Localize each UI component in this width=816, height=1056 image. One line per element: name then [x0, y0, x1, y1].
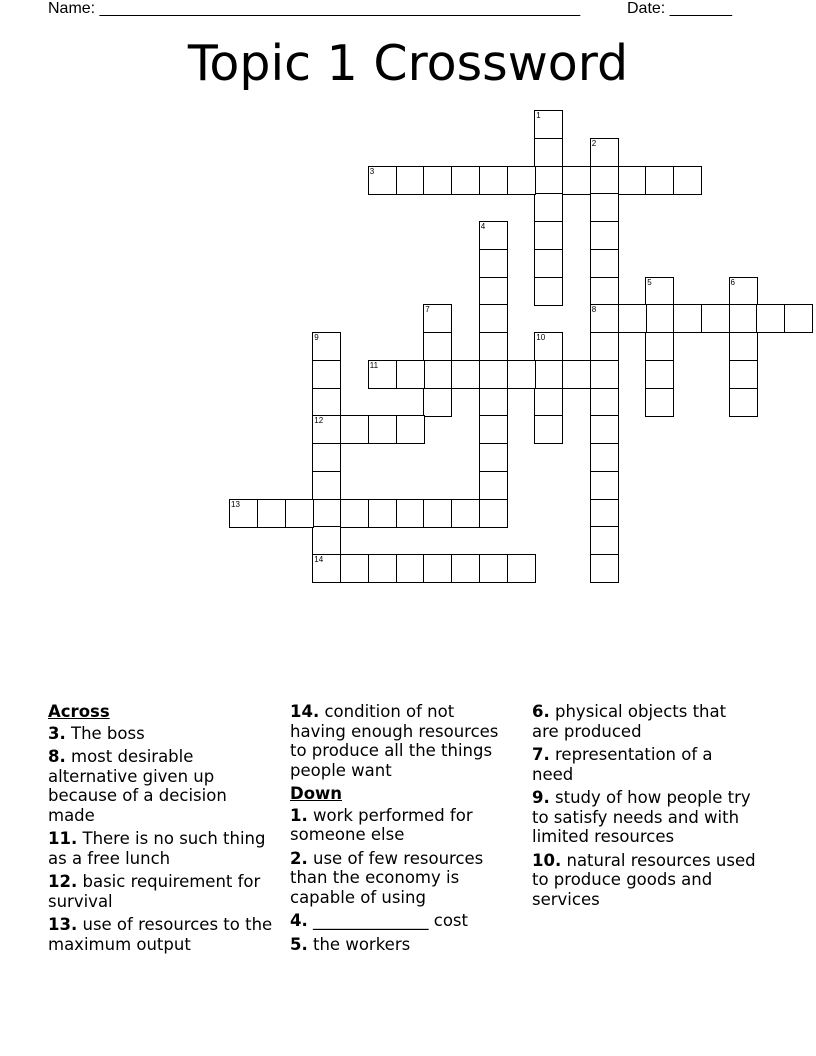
clue-number: 4 — [480, 222, 486, 231]
crossword-cell[interactable] — [729, 277, 758, 306]
crossword-cell[interactable] — [368, 415, 397, 444]
crossword-cell[interactable] — [673, 166, 702, 195]
clue-item-text: use of resources to the maximum output — [48, 915, 273, 954]
crossword-cell[interactable] — [534, 249, 563, 278]
crossword-cell[interactable] — [312, 471, 341, 500]
crossword-cell[interactable] — [396, 415, 425, 444]
crossword-cell[interactable] — [618, 166, 647, 195]
crossword-cell[interactable] — [423, 332, 452, 361]
crossword-cell[interactable] — [590, 277, 619, 306]
crossword-cell[interactable] — [479, 304, 508, 333]
clue-item-text: work performed for someone else — [290, 805, 473, 844]
crossword-cell[interactable] — [312, 388, 341, 417]
crossword-cell[interactable] — [534, 415, 563, 444]
clue-item-text: The boss — [71, 723, 145, 743]
crossword-cell[interactable] — [507, 554, 536, 583]
clue-number: 6 — [730, 277, 735, 287]
crossword-cell[interactable] — [534, 110, 563, 139]
crossword-cell[interactable] — [673, 304, 702, 333]
crossword-cell[interactable] — [479, 471, 508, 500]
crossword-cell[interactable] — [368, 499, 397, 528]
clue-item-text: study of how people try to satisfy needs and with limited resources — [532, 788, 751, 846]
crossword-cell[interactable] — [479, 360, 508, 389]
clue-item-number: 8. — [48, 747, 66, 766]
crossword-cell[interactable] — [590, 304, 619, 333]
crossword-cell[interactable] — [423, 304, 452, 333]
clue-number: 12 — [314, 416, 324, 426]
crossword-cell[interactable] — [590, 526, 619, 555]
crossword-cell[interactable] — [312, 443, 341, 472]
crossword-cell[interactable] — [479, 415, 508, 444]
crossword-cell[interactable] — [590, 471, 619, 500]
crossword-cell[interactable] — [423, 360, 452, 389]
crossword-cell[interactable] — [312, 499, 341, 528]
crossword-cell[interactable] — [590, 332, 619, 361]
crossword-cell[interactable] — [451, 554, 480, 583]
crossword-cell[interactable] — [645, 166, 674, 195]
clue-item-number: 11. — [48, 829, 78, 848]
clue-item-number: 3. — [48, 723, 66, 743]
crossword-cell[interactable] — [729, 304, 758, 333]
crossword-cell[interactable] — [590, 249, 619, 278]
crossword-cell[interactable] — [451, 499, 480, 528]
crossword-cell[interactable] — [479, 277, 508, 306]
crossword-cell[interactable] — [590, 360, 619, 389]
crossword-cell[interactable] — [423, 499, 452, 528]
crossword-cell[interactable] — [423, 388, 452, 417]
clue-item-text: physical objects that are produced — [532, 702, 727, 741]
crossword-cell[interactable] — [590, 443, 619, 472]
crossword-cell[interactable] — [618, 304, 647, 333]
crossword-cell[interactable] — [229, 499, 258, 528]
crossword-cell[interactable] — [534, 138, 563, 167]
crossword-cell[interactable] — [396, 360, 425, 389]
clue-item — [532, 745, 757, 784]
clue-number: 13 — [231, 499, 240, 509]
clue-number: 2 — [591, 138, 597, 148]
crossword-cell[interactable] — [368, 166, 397, 195]
clue-section-heading: Across — [48, 702, 110, 721]
clue-item-text: There is no such thing as a free lunch — [48, 829, 266, 868]
clue-item-text: the workers — [313, 934, 411, 954]
clue-item-text: natural resources used to produce goods and services — [532, 850, 756, 909]
clue-item — [290, 806, 515, 845]
clue-item-number: 2. — [290, 848, 308, 868]
clue-item-number: 1. — [290, 805, 308, 825]
crossword-cell[interactable] — [534, 332, 563, 361]
crossword-cell[interactable] — [534, 277, 563, 306]
crossword-cell[interactable] — [396, 499, 425, 528]
clue-item-number: 12. — [48, 872, 78, 891]
clue-number: 14 — [314, 555, 324, 564]
clue-item-number: 9. — [532, 788, 550, 807]
crossword-cell[interactable] — [756, 304, 785, 333]
clue-number: 7 — [425, 305, 430, 315]
clue-item — [48, 872, 273, 911]
clue-item-text: condition of not having enough resources to produce all the things people want — [290, 702, 499, 780]
crossword-cell[interactable] — [534, 193, 563, 222]
clue-section-heading: Down — [290, 784, 343, 803]
crossword-cell[interactable] — [479, 443, 508, 472]
crossword-cell[interactable] — [590, 221, 619, 250]
clue-item-text: ______________ cost — [313, 911, 468, 930]
crossword-cell[interactable] — [340, 499, 369, 528]
crossword-cell[interactable] — [285, 499, 314, 528]
clue-item-number: 6. — [532, 702, 550, 721]
crossword-cell[interactable] — [507, 166, 536, 195]
crossword-cell[interactable] — [396, 554, 425, 583]
crossword-cell[interactable] — [479, 166, 508, 195]
crossword-cell[interactable] — [396, 166, 425, 195]
crossword-cell[interactable] — [451, 166, 480, 195]
crossword-cell[interactable] — [534, 166, 563, 195]
clue-item — [290, 849, 515, 908]
crossword-cell[interactable] — [479, 249, 508, 278]
clue-item — [290, 702, 515, 780]
crossword-cell[interactable] — [645, 304, 674, 333]
crossword-cell[interactable] — [645, 332, 674, 361]
crossword-cell[interactable] — [479, 554, 508, 583]
clue-item — [532, 851, 757, 910]
clue-item — [532, 788, 757, 847]
clue-item — [532, 702, 757, 741]
crossword-cell[interactable] — [590, 166, 619, 195]
crossword-cell[interactable] — [368, 554, 397, 583]
clue-item-number: 14. — [290, 702, 320, 721]
clue-item-text: use of few resources than the economy is capable of using — [290, 848, 484, 907]
crossword-cell[interactable] — [534, 388, 563, 417]
clue-item-text: basic requirement for survival — [48, 872, 261, 911]
clues-column-1 — [48, 702, 273, 958]
clues-column-3 — [532, 702, 757, 913]
clue-item-number: 13. — [48, 915, 78, 934]
crossword-cell[interactable] — [507, 360, 536, 389]
clue-number: 3 — [369, 166, 375, 176]
crossword-cell[interactable] — [368, 360, 397, 389]
crossword-cell[interactable] — [590, 554, 619, 583]
name-field-label: Name: ______________________________________________________ — [48, 0, 581, 17]
crossword-cell[interactable] — [257, 499, 286, 528]
crossword-cell[interactable] — [451, 360, 480, 389]
crossword-cell[interactable] — [534, 221, 563, 250]
clue-number: 9 — [314, 333, 319, 342]
clue-item — [48, 747, 273, 825]
crossword-cell[interactable] — [645, 277, 674, 306]
crossword-cell[interactable] — [479, 221, 508, 250]
crossword-cell[interactable] — [312, 332, 341, 361]
clue-item-number: 5. — [290, 934, 308, 954]
clue-item-number: 7. — [532, 745, 550, 764]
crossword-cell[interactable] — [701, 304, 730, 333]
crossword-cell[interactable] — [590, 193, 619, 222]
clue-number: 5 — [647, 277, 652, 287]
crossword-cell[interactable] — [340, 554, 369, 583]
crossword-cell[interactable] — [423, 166, 452, 195]
clue-item — [48, 915, 273, 954]
crossword-cell[interactable] — [312, 415, 341, 444]
page-title: Topic 1 Crossword — [187, 35, 629, 92]
clue-item — [48, 829, 273, 868]
crossword-cell[interactable] — [590, 415, 619, 444]
crossword-cell[interactable] — [590, 138, 619, 167]
clue-item — [290, 935, 515, 955]
clue-item-number: 4. — [290, 911, 308, 930]
clue-item-number: 10. — [532, 850, 562, 870]
crossword-cell[interactable] — [590, 499, 619, 528]
crossword-cell[interactable] — [479, 332, 508, 361]
crossword-cell[interactable] — [590, 388, 619, 417]
clue-number: 11 — [369, 360, 379, 370]
crossword-cell[interactable] — [312, 360, 341, 389]
clues-column-2 — [290, 702, 515, 958]
crossword-cell[interactable] — [645, 388, 674, 417]
clue-item-text: most desirable alternative given up because of a decision made — [48, 747, 227, 825]
crossword-cell[interactable] — [729, 332, 758, 361]
crossword-cell[interactable] — [312, 554, 341, 583]
crossword-cell[interactable] — [423, 554, 452, 583]
crossword-cell[interactable] — [534, 360, 563, 389]
crossword-cell[interactable] — [729, 360, 758, 389]
crossword-cell[interactable] — [729, 388, 758, 417]
date-field-label: Date: _______ — [627, 0, 732, 17]
clue-number: 8 — [591, 305, 597, 315]
crossword-cell[interactable] — [645, 360, 674, 389]
crossword-cell[interactable] — [784, 304, 813, 333]
crossword-cell[interactable] — [312, 526, 341, 555]
clue-number: 10 — [536, 333, 546, 342]
clue-item — [48, 724, 273, 744]
clue-item-text: representation of a need — [532, 745, 713, 784]
crossword-cell[interactable] — [479, 499, 508, 528]
clue-item — [290, 911, 515, 931]
crossword-cell[interactable] — [562, 360, 591, 389]
crossword-cell[interactable] — [479, 388, 508, 417]
crossword-cell[interactable] — [340, 415, 369, 444]
clue-number: 1 — [536, 111, 541, 120]
crossword-cell[interactable] — [562, 166, 591, 195]
